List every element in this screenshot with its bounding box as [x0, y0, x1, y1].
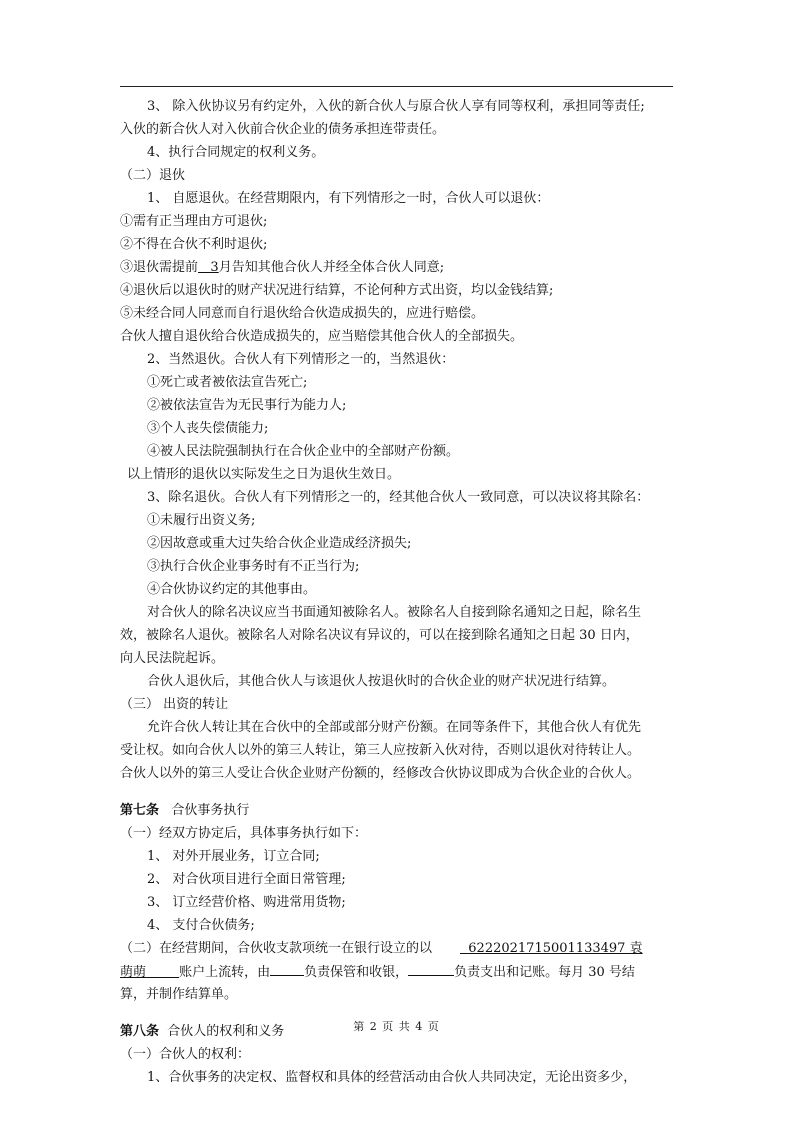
paragraph-line: 4、执行合同规定的权利义务。 — [147, 145, 325, 160]
section-heading: （三） 出资的转让 — [120, 697, 229, 712]
list-item: 2、 对合伙项目进行全面日常管理; — [147, 872, 346, 887]
paragraph-line: 1、合伙事务的决定权、监督权和具体的经营活动由合伙人共同决定，无论出资多少， — [147, 1070, 637, 1085]
paragraph-line: 1、 自愿退伙。在经营期限内，有下列情形之一时，合伙人可以退伙： — [147, 191, 550, 206]
cashier-blank — [270, 960, 304, 976]
section-heading: （二）退伙 — [120, 168, 186, 183]
page-number: 第 2 页 共 4 页 — [353, 1020, 440, 1033]
list-item: ②因故意或重大过失给合伙企业造成经济损失; — [147, 536, 412, 551]
list-item: ①死亡或者被依法宣告死亡; — [147, 375, 308, 390]
bank-account-value: 6222021715001133497 袁 — [468, 941, 643, 956]
paragraph-line: 以上情形的退伙以实际发生之日为退伙生效日。 — [127, 467, 401, 482]
paragraph-line: 合伙人以外的第三人受让合伙企业财产份额的，经修改合伙协议即成为合伙企业的合伙人。 — [120, 766, 641, 781]
list-item: ③个人丧失偿债能力; — [147, 421, 269, 436]
list-item: ③执行合伙企业事务时有不正当行为; — [147, 559, 360, 574]
paragraph-line: 算，并制作结算单。 — [120, 987, 238, 1002]
accountant-blank — [408, 960, 454, 976]
paragraph-line: （二）在经营期间，合伙收支款项统一在银行设立的以 6222021715001133497 袁 — [120, 941, 643, 956]
document-body — [120, 95, 675, 1089]
list-item: ①未履行出资义务; — [147, 513, 256, 528]
paragraph-line: 3、 除入伙协议另有约定外，入伙的新合伙人与原合伙人享有同等权利，承担同等责任; — [147, 99, 645, 114]
paragraph-line: 3、除名退伙。合伙人有下列情形之一的，经其他合伙人一致同意，可以决议将其除名： — [147, 490, 650, 505]
paragraph-line: 合伙人退伙后，其他合伙人与该退伙人按退伙时的合伙企业的财产状况进行结算。 — [147, 674, 616, 689]
paragraph-line: 2、当然退伙。合伙人有下列情形之一的，当然退伙： — [147, 352, 455, 367]
list-item: ④被人民法院强制执行在合伙企业中的全部财产份额。 — [147, 444, 460, 459]
paragraph-line: 萌萌 账户上流转，由 负责保管和收银， 负责支出和记账。每月 30 号结 — [120, 960, 675, 983]
header-rule — [120, 86, 673, 87]
article-heading: 第八条 合伙人的权利和义务 — [120, 1024, 285, 1039]
list-item: ②不得在合伙不利时退伙; — [120, 237, 268, 252]
list-item: ①需有正当理由方可退伙; — [120, 214, 268, 229]
paragraph-line: 向人民法院起诉。 — [120, 651, 225, 666]
paragraph-line: 入伙的新合伙人对入伙前合伙企业的债务承担连带责任。 — [120, 122, 446, 137]
account-holder-value: 萌萌 — [120, 965, 147, 980]
list-item: 3、 订立经营价格、购进常用货物; — [147, 895, 346, 910]
paragraph-line: 效，被除名人退伙。被除名人对除名决议有异议的，可以在接到除名通知之日起 30 日内， — [120, 628, 639, 643]
paragraph-line: 合伙人擅自退伙给合伙造成损失的，应当赔偿其他合伙人的全部损失。 — [120, 329, 524, 344]
section-heading: （一）合伙人的权利： — [120, 1047, 251, 1062]
paragraph-line: 对合伙人的除名决议应当书面通知被除名人。被除名人自接到除名通知之日起，除名生 — [147, 605, 642, 620]
list-item: ④退伙后以退伙时的财产状况进行结算，不论何种方式出资，均以金钱结算; — [120, 283, 554, 298]
article-heading: 第七条 合伙事务执行 — [120, 803, 250, 818]
list-item: 1、 对外开展业务，订立合同; — [147, 849, 320, 864]
paragraph-line: 受让权。如向合伙人以外的第三人转让，第三人应按新入伙对待，否则以退伙对待转让人。 — [120, 743, 641, 758]
notice-months-value: 3 — [210, 260, 219, 275]
paragraph-line: 允许合伙人转让其在合伙中的全部或部分财产份额。在同等条件下，其他合伙人有优先 — [147, 720, 642, 735]
list-item: ③退伙需提前 3月告知其他合伙人并经全体合伙人同意; — [120, 260, 445, 275]
section-heading: （一）经双方协定后，具体事务执行如下： — [120, 826, 368, 841]
list-item: ④合伙协议约定的其他事由。 — [147, 582, 317, 597]
list-item: ⑤未经合同人同意而自行退伙给合伙造成损失的，应进行赔偿。 — [120, 306, 485, 321]
list-item: 4、 支付合伙债务; — [147, 918, 255, 933]
list-item: ②被依法宣告为无民事行为能力人; — [147, 398, 347, 413]
